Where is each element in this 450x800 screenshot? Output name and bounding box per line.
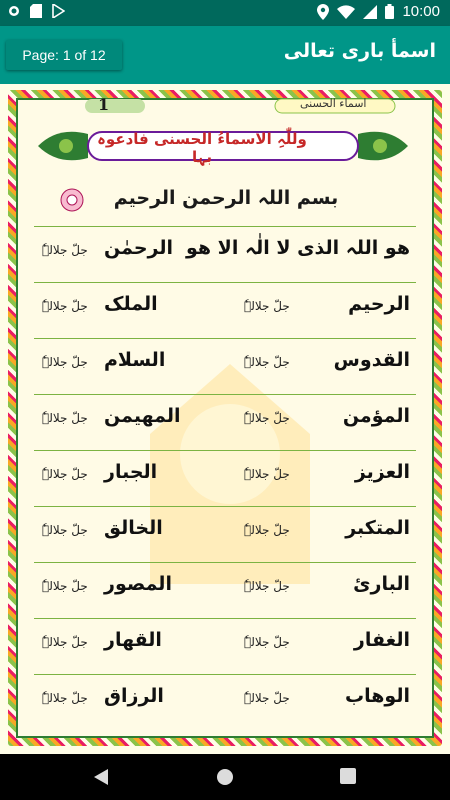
book-page[interactable] bbox=[0, 84, 450, 754]
suffix-text: جلّ جلالہٗ bbox=[244, 523, 290, 537]
name-cell: الوھاب bbox=[345, 685, 410, 707]
name-cell: المصور bbox=[104, 573, 172, 595]
suffix-text: جلّ جلالہٗ bbox=[42, 243, 88, 257]
name-cell: القدوس bbox=[333, 349, 410, 371]
name-cell: الغفار bbox=[353, 629, 410, 651]
name-cell: الجبار bbox=[104, 461, 158, 483]
name-cell: الملک bbox=[104, 293, 158, 315]
navigation-bar bbox=[0, 754, 450, 800]
recents-icon[interactable] bbox=[340, 768, 356, 784]
suffix-text: جلّ جلالہٗ bbox=[42, 579, 88, 593]
suffix-text: جلّ جلالہٗ bbox=[244, 635, 290, 649]
name-cell: الرزاق bbox=[104, 685, 164, 707]
table-row bbox=[34, 226, 416, 281]
table-row bbox=[34, 394, 416, 449]
page-indicator-button[interactable]: Page: 1 of 12 bbox=[6, 40, 122, 70]
table-row bbox=[34, 562, 416, 617]
bismillah: بسم اللہ الرحمن الرحیم bbox=[113, 187, 339, 209]
names-grid bbox=[34, 226, 416, 734]
table-row bbox=[34, 338, 416, 393]
suffix-text: جلّ جلالہٗ bbox=[42, 523, 88, 537]
system-icons bbox=[317, 3, 440, 20]
notification-icons bbox=[8, 4, 65, 18]
suffix-text: جلّ جلالہٗ bbox=[244, 467, 290, 481]
name-cell: الخالق bbox=[104, 517, 163, 539]
section-label: اسماء الحسنی bbox=[300, 97, 367, 110]
name-cell: المؤمن bbox=[342, 405, 410, 427]
name-cell: ھو اللہ الذی لا الٰہ الا ھو bbox=[185, 237, 410, 259]
location-icon bbox=[317, 4, 329, 20]
suffix-text: جلّ جلالہٗ bbox=[42, 411, 88, 425]
table-row bbox=[34, 450, 416, 505]
suffix-text: جلّ جلالہٗ bbox=[42, 635, 88, 649]
home-icon[interactable] bbox=[216, 768, 234, 786]
suffix-text: جلّ جلالہٗ bbox=[42, 691, 88, 705]
back-icon[interactable] bbox=[92, 768, 110, 786]
clock: 10:00 bbox=[402, 3, 440, 20]
table-row bbox=[34, 282, 416, 337]
name-cell: البارئ bbox=[353, 573, 410, 595]
table-row bbox=[34, 618, 416, 673]
banner-text: وللّٰہِ الاسماءُ الحسنی فادعوہ بہا bbox=[97, 130, 307, 166]
page-number: 1 bbox=[98, 95, 110, 114]
wifi-icon bbox=[337, 5, 355, 19]
name-cell: المھیمن bbox=[104, 405, 181, 427]
table-row bbox=[34, 674, 416, 729]
suffix-text: جلّ جلالہٗ bbox=[42, 355, 88, 369]
name-cell: المتکبر bbox=[345, 517, 410, 539]
name-cell: الرحیم bbox=[348, 293, 410, 315]
name-cell: السلام bbox=[104, 349, 166, 371]
name-cell: الرحمٰن bbox=[104, 237, 173, 259]
suffix-text: جلّ جلالہٗ bbox=[244, 411, 290, 425]
flower-seal-icon bbox=[60, 188, 84, 212]
sd-card-icon bbox=[30, 4, 42, 18]
name-cell: القھار bbox=[104, 629, 162, 651]
status-bar bbox=[0, 0, 450, 26]
play-store-icon bbox=[52, 4, 65, 18]
suffix-text: جلّ جلالہٗ bbox=[244, 355, 290, 369]
suffix-text: جلّ جلالہٗ bbox=[42, 299, 88, 313]
suffix-text: جلّ جلالہٗ bbox=[244, 691, 290, 705]
suffix-text: جلّ جلالہٗ bbox=[42, 467, 88, 481]
battery-icon bbox=[385, 4, 394, 19]
app-title: اسمأ باری تعالی bbox=[283, 40, 436, 62]
suffix-text: جلّ جلالہٗ bbox=[244, 579, 290, 593]
suffix-text: جلّ جلالہٗ bbox=[244, 299, 290, 313]
table-row bbox=[34, 506, 416, 561]
name-cell: العزیز bbox=[354, 461, 410, 483]
circle-icon bbox=[8, 5, 20, 17]
app-bar bbox=[0, 26, 450, 84]
signal-icon bbox=[363, 5, 377, 19]
